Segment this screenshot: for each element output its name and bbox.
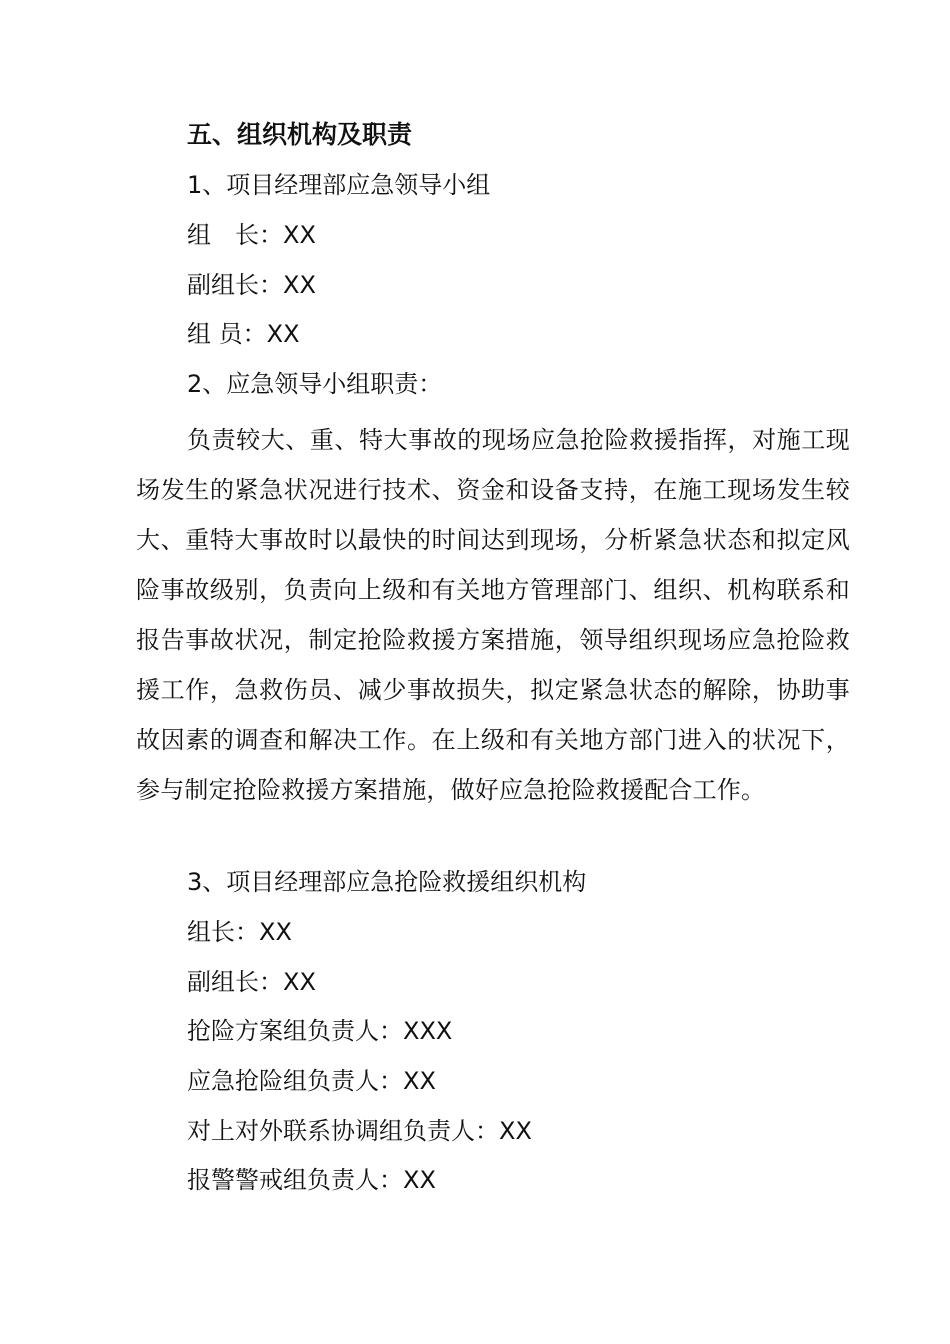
liaison-group-lead: 对上对外联系协调组负责人：XX [187,1117,532,1145]
part1-member: 组 员：XX [187,320,300,348]
part1-deputy-leader: 副组长：XX [187,271,316,299]
part1-leader: 组 长：XX [187,221,316,249]
part3-deputy-leader: 副组长：XX [187,968,316,996]
responsibilities-paragraph: 负责较大、重、特大事故的现场应急抢险救援指挥，对施工现场发生的紧急状况进行技术、资金和设备支持，在施工现场发生较大、重特大事故时以最快的时间达到现场，分析紧急状态和拟定风险事故级别，负责向上级和有关地方管理部门、组织、机构联系和报告事故状况，制定抢险救援方案措施，领导组织现场应急抢险救援工作，急救伤员、减少事故损失，拟定紧急状态的解除，协助事故因素的调查和解决工作。在上级和有关地方部门进入的状况下，参与制定抢险救援方案措施，做好应急抢险救援配合工作。 [136,426,850,804]
emergency-rescue-group-lead: 应急抢险组负责人：XX [187,1067,436,1095]
part2-heading: 2、应急领导小组职责： [187,370,443,398]
part1-heading: 1、项目经理部应急领导小组 [187,171,491,199]
part3-leader: 组长：XX [187,918,292,946]
alarm-group-lead: 报警警戒组负责人：XX [187,1166,436,1194]
section-title: 五、组织机构及职责 [187,120,413,149]
rescue-plan-group-lead: 抢险方案组负责人：XXX [187,1017,453,1045]
part3-heading: 3、项目经理部应急抢险救援组织机构 [187,868,587,896]
